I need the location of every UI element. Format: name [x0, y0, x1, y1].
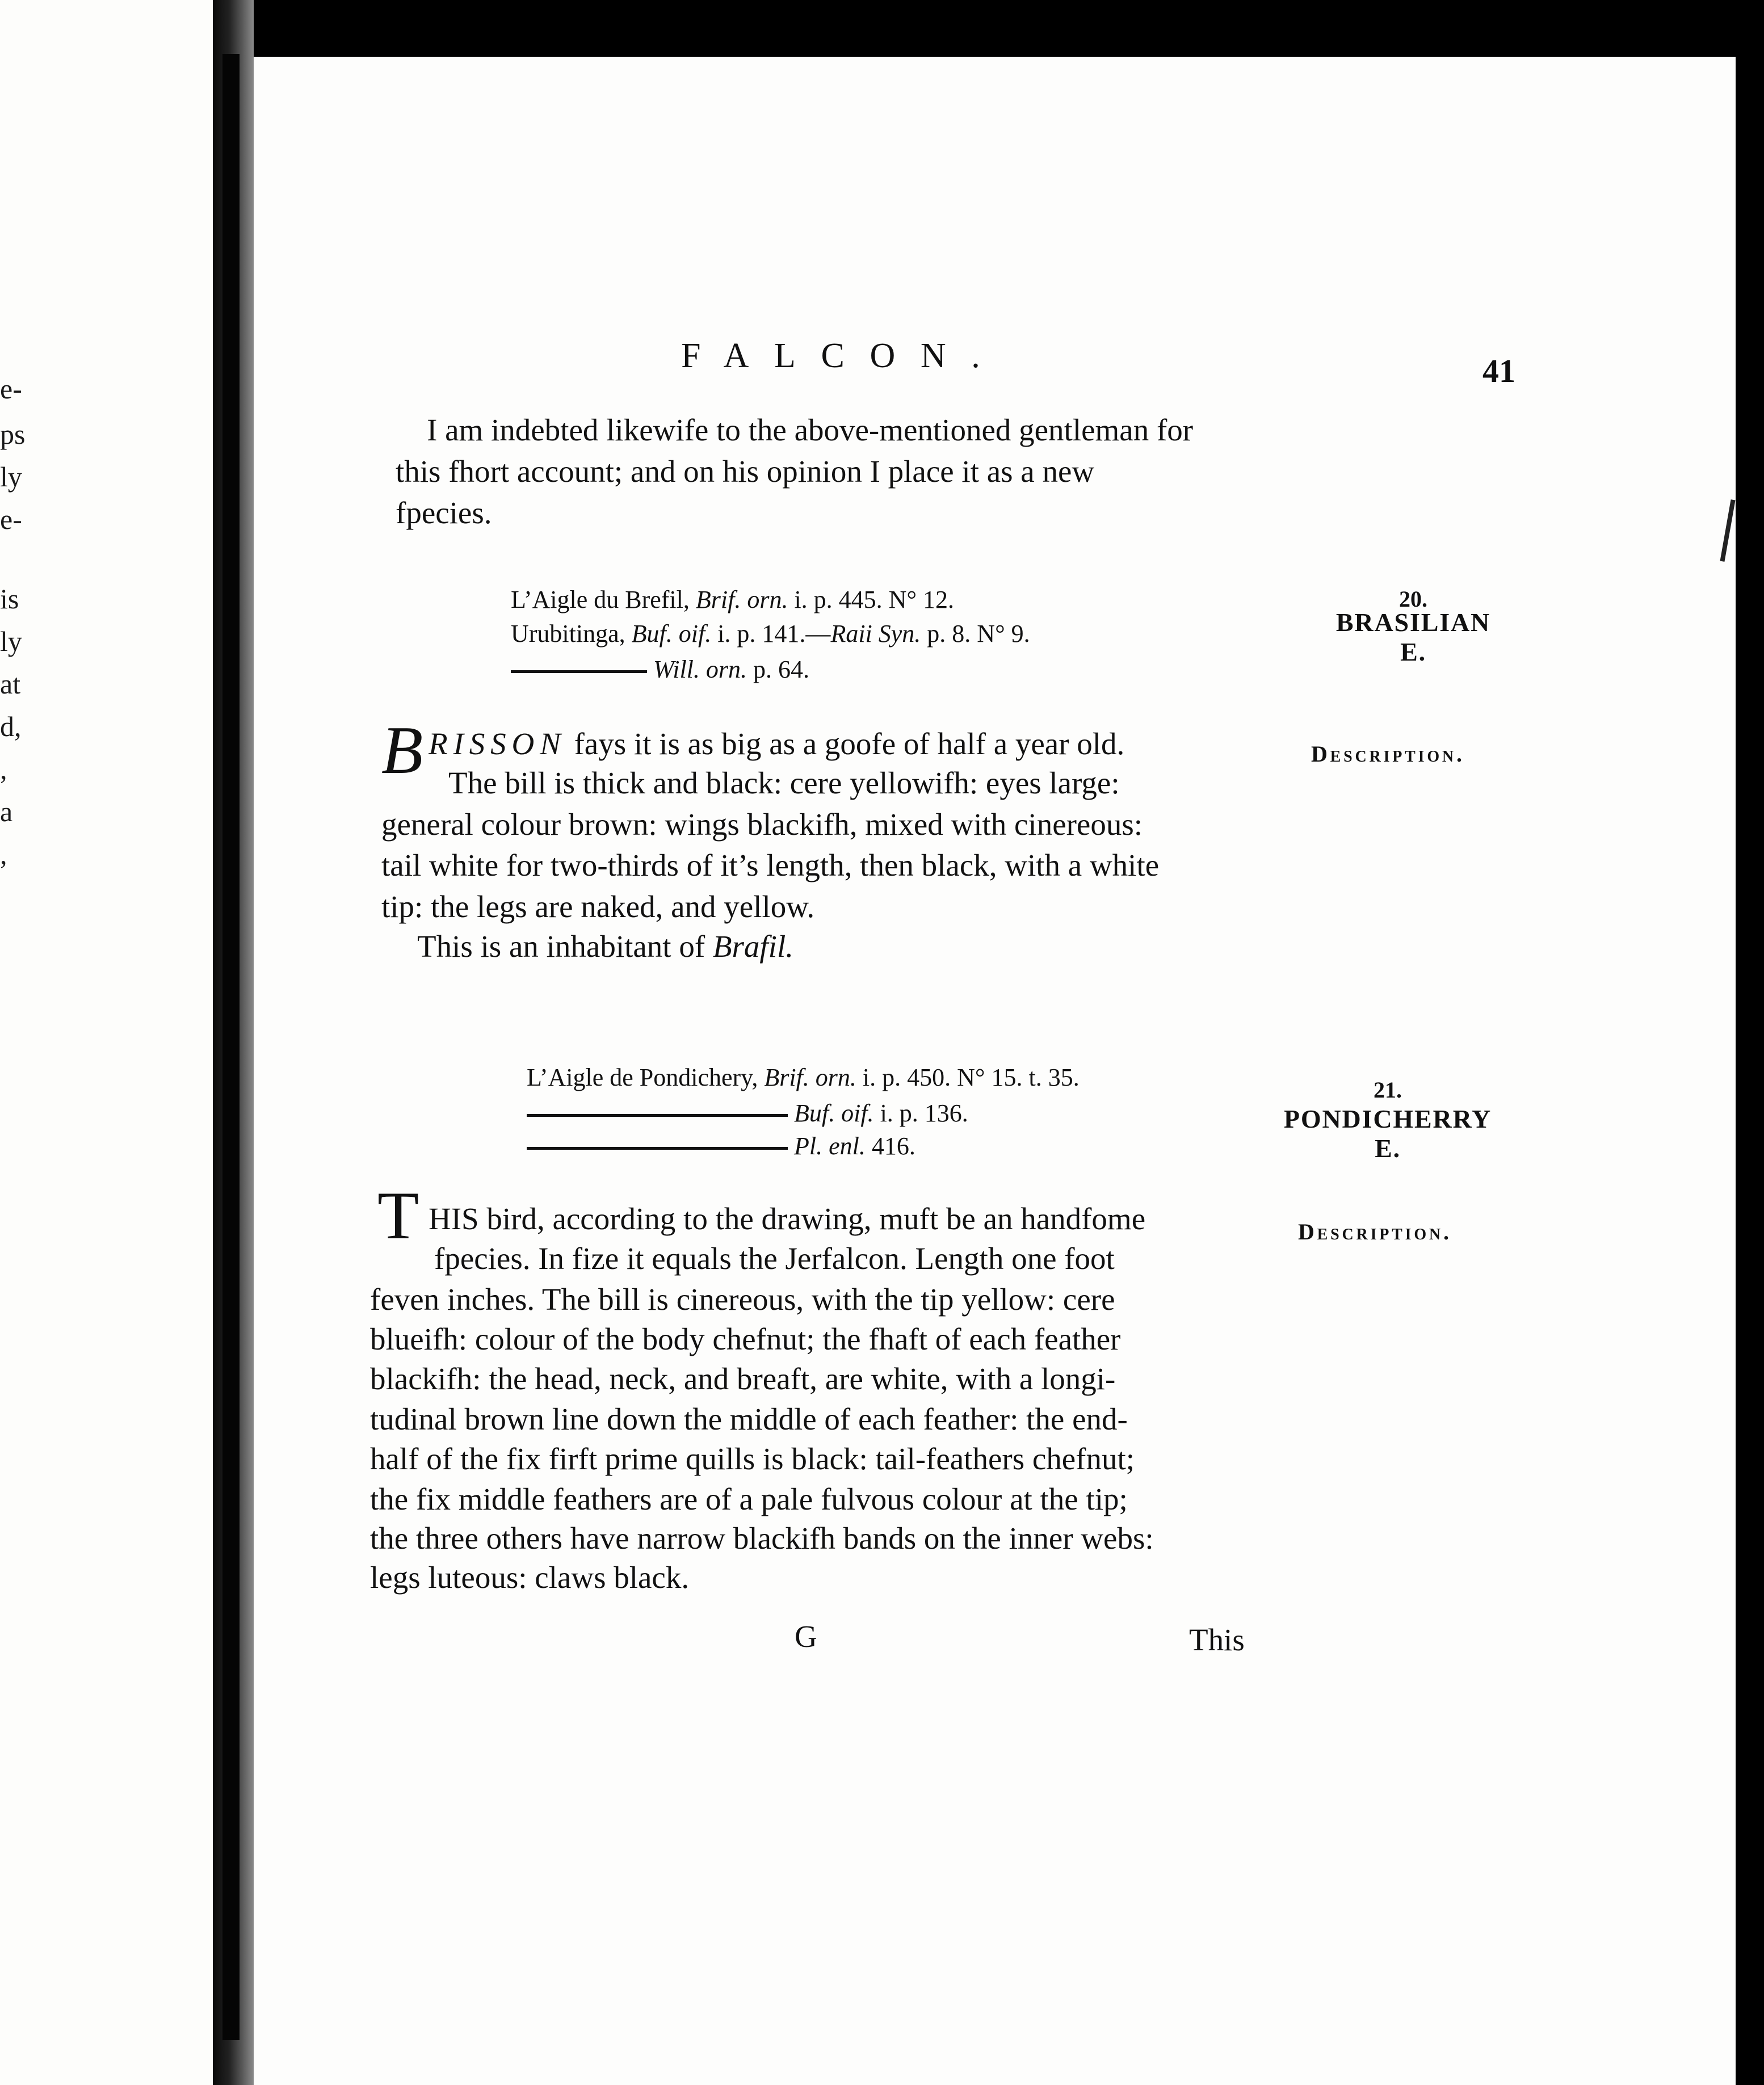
left-page-fragment: ly — [0, 461, 22, 493]
left-page-fragment: is — [0, 583, 19, 615]
left-page-fragment: , — [0, 753, 7, 785]
species-name-suffix: E. — [1375, 1134, 1401, 1163]
drop-cap: B — [381, 712, 423, 788]
citation-line: Pl. enl. 416. — [527, 1134, 915, 1159]
species-name: PONDICHERRY — [1283, 1104, 1492, 1133]
citation-line: L’Aigle de Pondichery, Brif. orn. i. p. 450. N° 15. t. 35. — [527, 1063, 1080, 1091]
body-line: tip: the legs are naked, and yellow. — [381, 889, 815, 924]
body-line: RISSON fays it is as big as a goofe of half a year old. — [429, 726, 1125, 761]
body-line: tudinal brown line down the middle of each feather: the end- — [370, 1402, 1128, 1436]
citation-line: Urubitinga, Buf. oif. i. p. 141.—Raii Syn. p. 8. N° 9. — [511, 620, 1030, 648]
left-page-fragment: a — [0, 796, 13, 827]
body-line: This is an inhabitant of Brafil. — [417, 929, 793, 964]
citation-line: Will. orn. p. 64. — [511, 657, 809, 682]
body-line: feven inches. The bill is cinereous, with the tip yellow: cere — [370, 1282, 1115, 1317]
left-page-fragment: at — [0, 668, 21, 700]
body-line: general colour brown: wings blackifh, mixed with cinereous: — [381, 807, 1143, 842]
entry-number: 20. — [1399, 586, 1427, 612]
intro-line: fpecies. — [396, 495, 492, 530]
left-page-fragment: e- — [0, 373, 22, 405]
entry-number: 21. — [1374, 1077, 1402, 1103]
body-line: half of the fix firft prime quills is black: tail-feathers chefnut; — [370, 1441, 1135, 1476]
intro-line: this fhort account; and on his opinion I place it as a new — [396, 454, 1095, 489]
body-line: the fix middle feathers are of a pale fulvous colour at the tip; — [370, 1482, 1128, 1516]
left-facing-page — [0, 0, 213, 2085]
description-label: Description. — [1311, 741, 1465, 767]
body-line: fpecies. In fize it equals the Jerfalcon. Length one foot — [434, 1241, 1115, 1276]
page-number: 41 — [1482, 352, 1515, 389]
ditto-dash — [511, 670, 647, 673]
left-page-fragment: ps — [0, 418, 26, 450]
body-line: HIS bird, according to the drawing, muft be an handfome — [429, 1201, 1146, 1236]
running-title: FALCON. — [681, 337, 1006, 375]
signature-mark: G — [795, 1619, 817, 1654]
left-page-fragment: d, — [0, 711, 22, 742]
ditto-dash — [527, 1147, 788, 1150]
left-page-fragment: e- — [0, 503, 22, 535]
body-line: tail white for two-thirds of it’s length, then black, with a white — [381, 848, 1160, 882]
description-label: Description. — [1298, 1219, 1452, 1245]
ditto-dash — [527, 1114, 788, 1117]
body-line: the three others have narrow blackifh bands on the inner webs: — [370, 1521, 1154, 1556]
intro-line: I am indebted likewife to the above-mentioned gentleman for — [427, 413, 1194, 447]
body-line: legs luteous: claws black. — [370, 1560, 690, 1595]
body-line: blueifh: colour of the body chefnut; the fhaft of each feather — [370, 1322, 1121, 1356]
gutter-shadow — [222, 54, 240, 2040]
left-page-fragment: , — [0, 838, 7, 870]
citation-line: Buf. oif. i. p. 136. — [527, 1101, 968, 1126]
species-name-suffix: E. — [1400, 637, 1426, 666]
body-line: blackifh: the head, neck, and breaft, are white, with a longi- — [370, 1361, 1116, 1396]
catchword: This — [1189, 1622, 1245, 1657]
citation-line: L’Aigle du Brefil, Brif. orn. i. p. 445. N° 12. — [511, 586, 955, 613]
drop-cap: T — [377, 1178, 419, 1253]
species-name: BRASILIAN — [1335, 608, 1491, 637]
body-line: The bill is thick and black: cere yellowifh: eyes large: — [448, 766, 1120, 800]
left-page-fragment: ly — [0, 625, 22, 657]
